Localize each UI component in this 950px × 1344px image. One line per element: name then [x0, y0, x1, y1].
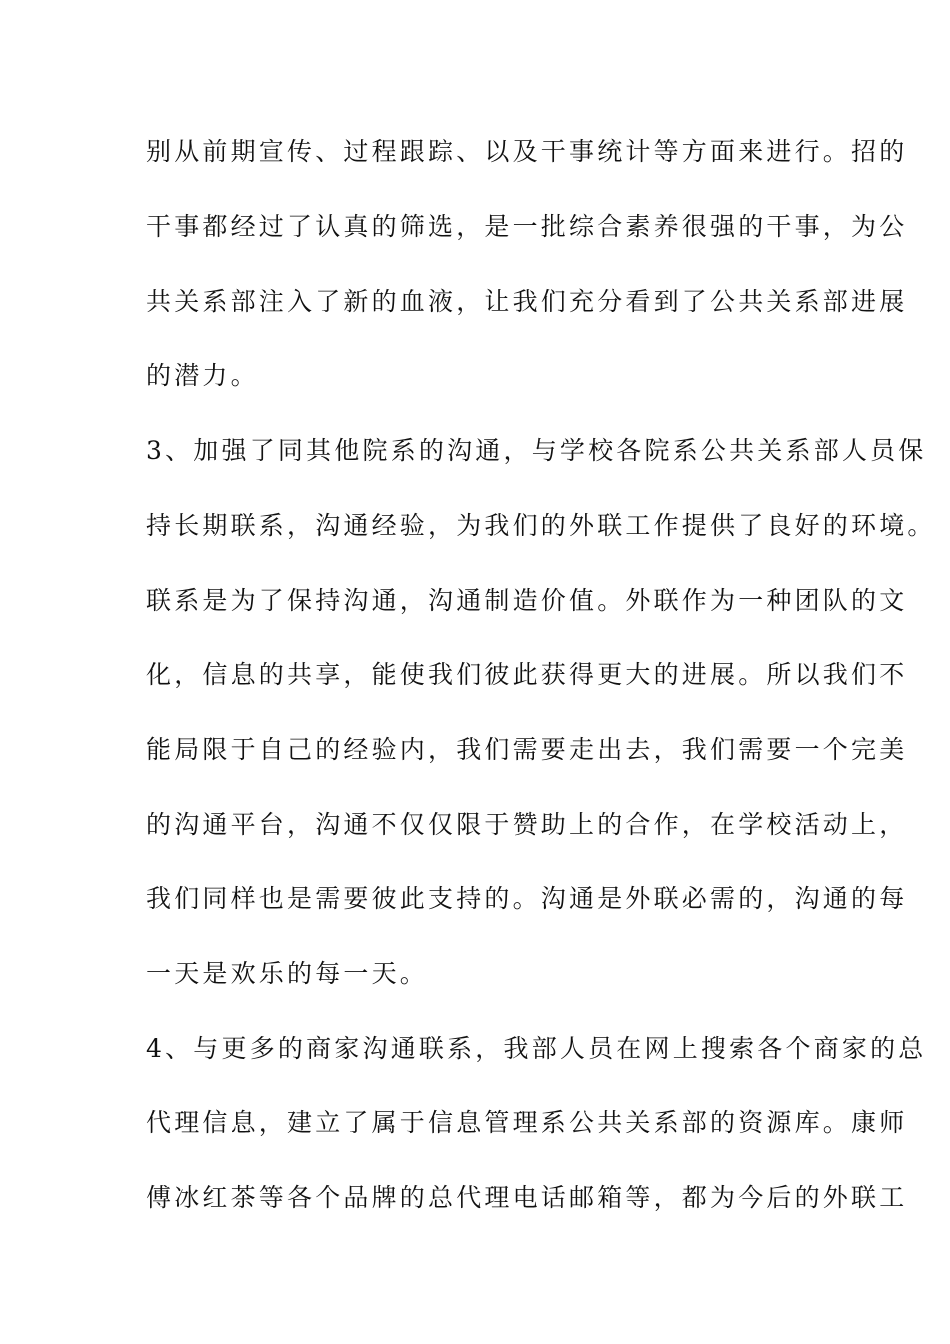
text-line: 的沟通平台，沟通不仅仅限于赞助上的合作，在学校活动上，: [146, 810, 908, 839]
text-line: 能局限于自己的经验内，我们需要走出去，我们需要一个完美: [146, 735, 908, 764]
text-line: 我们同样也是需要彼此支持的。沟通是外联必需的，沟通的每: [146, 884, 908, 913]
text-line: 一天是欢乐的每一天。: [146, 959, 429, 988]
text-line: 别从前期宣传、过程跟踪、以及干事统计等方面来进行。招的: [146, 137, 908, 166]
text-line: 联系是为了保持沟通，沟通制造价值。外联作为一种团队的文: [146, 586, 908, 615]
text-line: 4、与更多的商家沟通联系，我部人员在网上搜索各个商家的总: [146, 1034, 927, 1063]
text-line: 干事都经过了认真的筛选，是一批综合素养很强的干事，为公: [146, 212, 908, 241]
text-line: 的潜力。: [146, 361, 259, 390]
text-line: 3、加强了同其他院系的沟通，与学校各院系公共关系部人员保: [146, 436, 927, 465]
text-line: 傅冰红茶等各个品牌的总代理电话邮箱等，都为今后的外联工: [146, 1183, 908, 1212]
text-line: 代理信息，建立了属于信息管理系公共关系部的资源库。康师: [146, 1108, 908, 1137]
text-line: 共关系部注入了新的血液，让我们充分看到了公共关系部进展: [146, 287, 908, 316]
text-line: 化，信息的共享，能使我们彼此获得更大的进展。所以我们不: [146, 660, 908, 689]
text-line: 持长期联系，沟通经验，为我们的外联工作提供了良好的环境。: [146, 511, 936, 540]
